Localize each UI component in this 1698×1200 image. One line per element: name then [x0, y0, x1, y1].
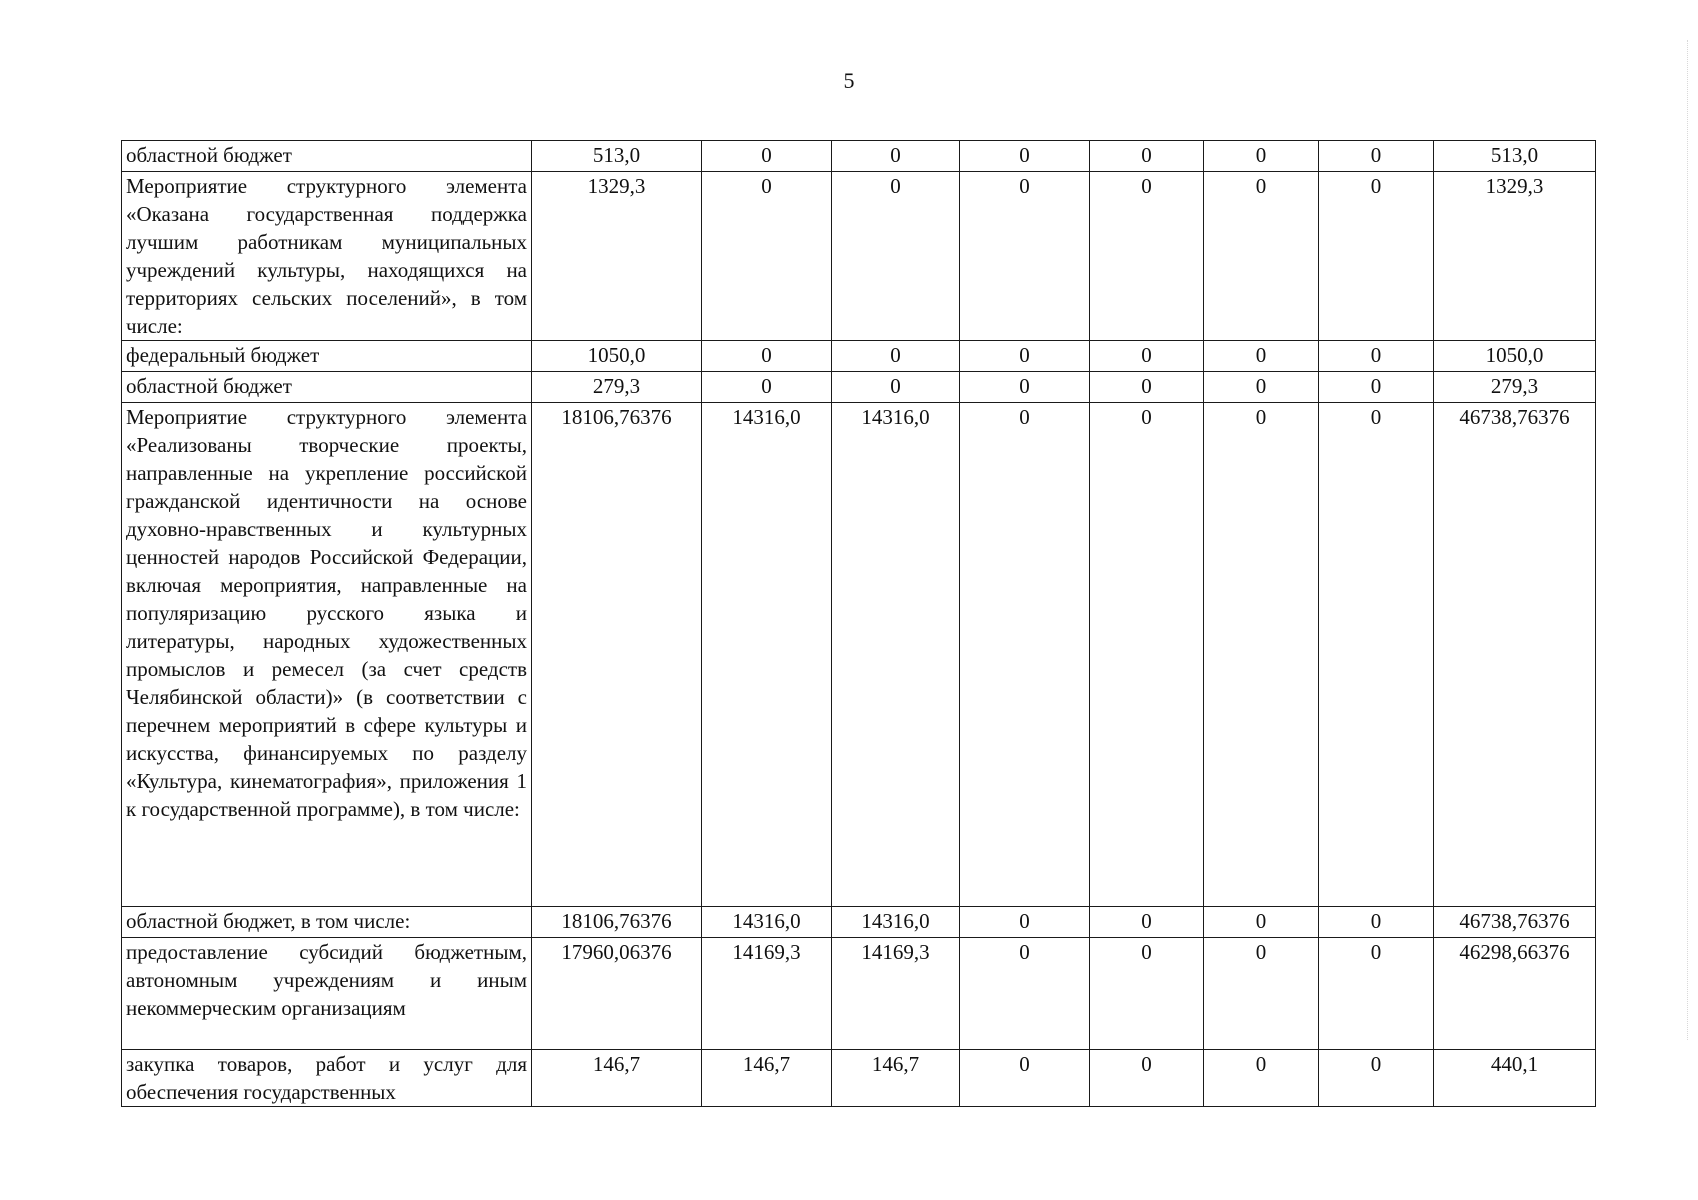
cell-value: 0	[832, 341, 960, 372]
cell-value: 0	[1090, 403, 1204, 907]
row-label: областной бюджет, в том числе:	[122, 907, 532, 938]
cell-value: 0	[960, 172, 1090, 341]
row-label: Мероприятие структурного элемента «Реализованы творческие проекты, направленные на укрепление российской гражданской идентичности на основе духовно-нравственных и культурных ценностей народов Российской Федерации, включая мероприятия, направленные на популяризацию русского языка и литературы, народных художественных промыслов и ремесел (за счет средств Челябинской области)» (в соответствии с перечнем мероприятий в сфере культуры и искусства, финансируемых по разделу «Культура, кинематография», приложения 1 к государственной программе), в том числе:	[122, 403, 532, 907]
cell-value: 18106,76376	[532, 403, 702, 907]
table-row	[122, 1050, 1596, 1107]
cell-value: 0	[1204, 172, 1319, 341]
cell-value: 0	[1319, 172, 1434, 341]
cell-value: 0	[1090, 141, 1204, 172]
row-label: Мероприятие структурного элемента «Оказана государственная поддержка лучшим работникам муниципальных учреждений культуры, находящихся на территориях сельских поселений», в том числе:	[122, 172, 532, 341]
cell-value: 0	[1204, 938, 1319, 1050]
row-label: закупка товаров, работ и услуг для обеспечения государственных	[122, 1050, 532, 1107]
row-label: областной бюджет	[122, 372, 532, 403]
cell-value: 1050,0	[1434, 341, 1596, 372]
cell-value: 0	[1090, 1050, 1204, 1107]
cell-value: 0	[1319, 341, 1434, 372]
cell-value: 146,7	[702, 1050, 832, 1107]
table-row	[122, 141, 1596, 172]
cell-value: 440,1	[1434, 1050, 1596, 1107]
cell-value: 0	[1204, 141, 1319, 172]
cell-value: 0	[702, 372, 832, 403]
cell-value: 513,0	[532, 141, 702, 172]
budget-table	[121, 140, 1596, 1107]
cell-value: 0	[960, 341, 1090, 372]
cell-value: 0	[960, 907, 1090, 938]
cell-value: 0	[1204, 1050, 1319, 1107]
cell-value: 0	[1090, 907, 1204, 938]
cell-value: 46738,76376	[1434, 403, 1596, 907]
cell-value: 0	[960, 938, 1090, 1050]
cell-value: 0	[1319, 1050, 1434, 1107]
cell-value: 0	[1204, 403, 1319, 907]
cell-value: 0	[1204, 907, 1319, 938]
cell-value: 18106,76376	[532, 907, 702, 938]
cell-value: 513,0	[1434, 141, 1596, 172]
cell-value: 0	[960, 141, 1090, 172]
cell-value: 0	[1319, 141, 1434, 172]
table-row	[122, 907, 1596, 938]
cell-value: 0	[1090, 341, 1204, 372]
cell-value: 14316,0	[832, 403, 960, 907]
cell-value: 0	[1090, 372, 1204, 403]
cell-value: 14169,3	[832, 938, 960, 1050]
cell-value: 0	[960, 1050, 1090, 1107]
table-row	[122, 172, 1596, 341]
cell-value: 14316,0	[702, 907, 832, 938]
scan-edge-mark	[1684, 40, 1688, 1040]
cell-value: 0	[1204, 341, 1319, 372]
table-row	[122, 341, 1596, 372]
cell-value: 0	[1319, 403, 1434, 907]
cell-value: 279,3	[532, 372, 702, 403]
cell-value: 0	[1319, 938, 1434, 1050]
cell-value: 1050,0	[532, 341, 702, 372]
cell-value: 0	[832, 141, 960, 172]
row-label: областной бюджет	[122, 141, 532, 172]
cell-value: 146,7	[832, 1050, 960, 1107]
cell-value: 14316,0	[702, 403, 832, 907]
cell-value: 0	[1204, 372, 1319, 403]
cell-value: 0	[832, 372, 960, 403]
cell-value: 14169,3	[702, 938, 832, 1050]
table-row	[122, 938, 1596, 1050]
row-label: предоставление субсидий бюджетным, автономным учреждениям и иным некоммерческим организациям	[122, 938, 532, 1050]
cell-value: 1329,3	[1434, 172, 1596, 341]
page-number	[0, 68, 1698, 94]
cell-value: 0	[1319, 372, 1434, 403]
cell-value: 0	[702, 172, 832, 341]
cell-value: 0	[960, 403, 1090, 907]
cell-value: 0	[1090, 938, 1204, 1050]
cell-value: 46298,66376	[1434, 938, 1596, 1050]
cell-value: 14316,0	[832, 907, 960, 938]
cell-value: 0	[1090, 172, 1204, 341]
cell-value: 0	[702, 341, 832, 372]
cell-value: 279,3	[1434, 372, 1596, 403]
row-label: федеральный бюджет	[122, 341, 532, 372]
cell-value: 0	[702, 141, 832, 172]
cell-value: 0	[960, 372, 1090, 403]
cell-value: 146,7	[532, 1050, 702, 1107]
page-number-text: 5	[843, 68, 855, 93]
cell-value: 0	[832, 172, 960, 341]
table-row	[122, 403, 1596, 907]
table-row	[122, 372, 1596, 403]
cell-value: 46738,76376	[1434, 907, 1596, 938]
cell-value: 1329,3	[532, 172, 702, 341]
cell-value: 17960,06376	[532, 938, 702, 1050]
cell-value: 0	[1319, 907, 1434, 938]
